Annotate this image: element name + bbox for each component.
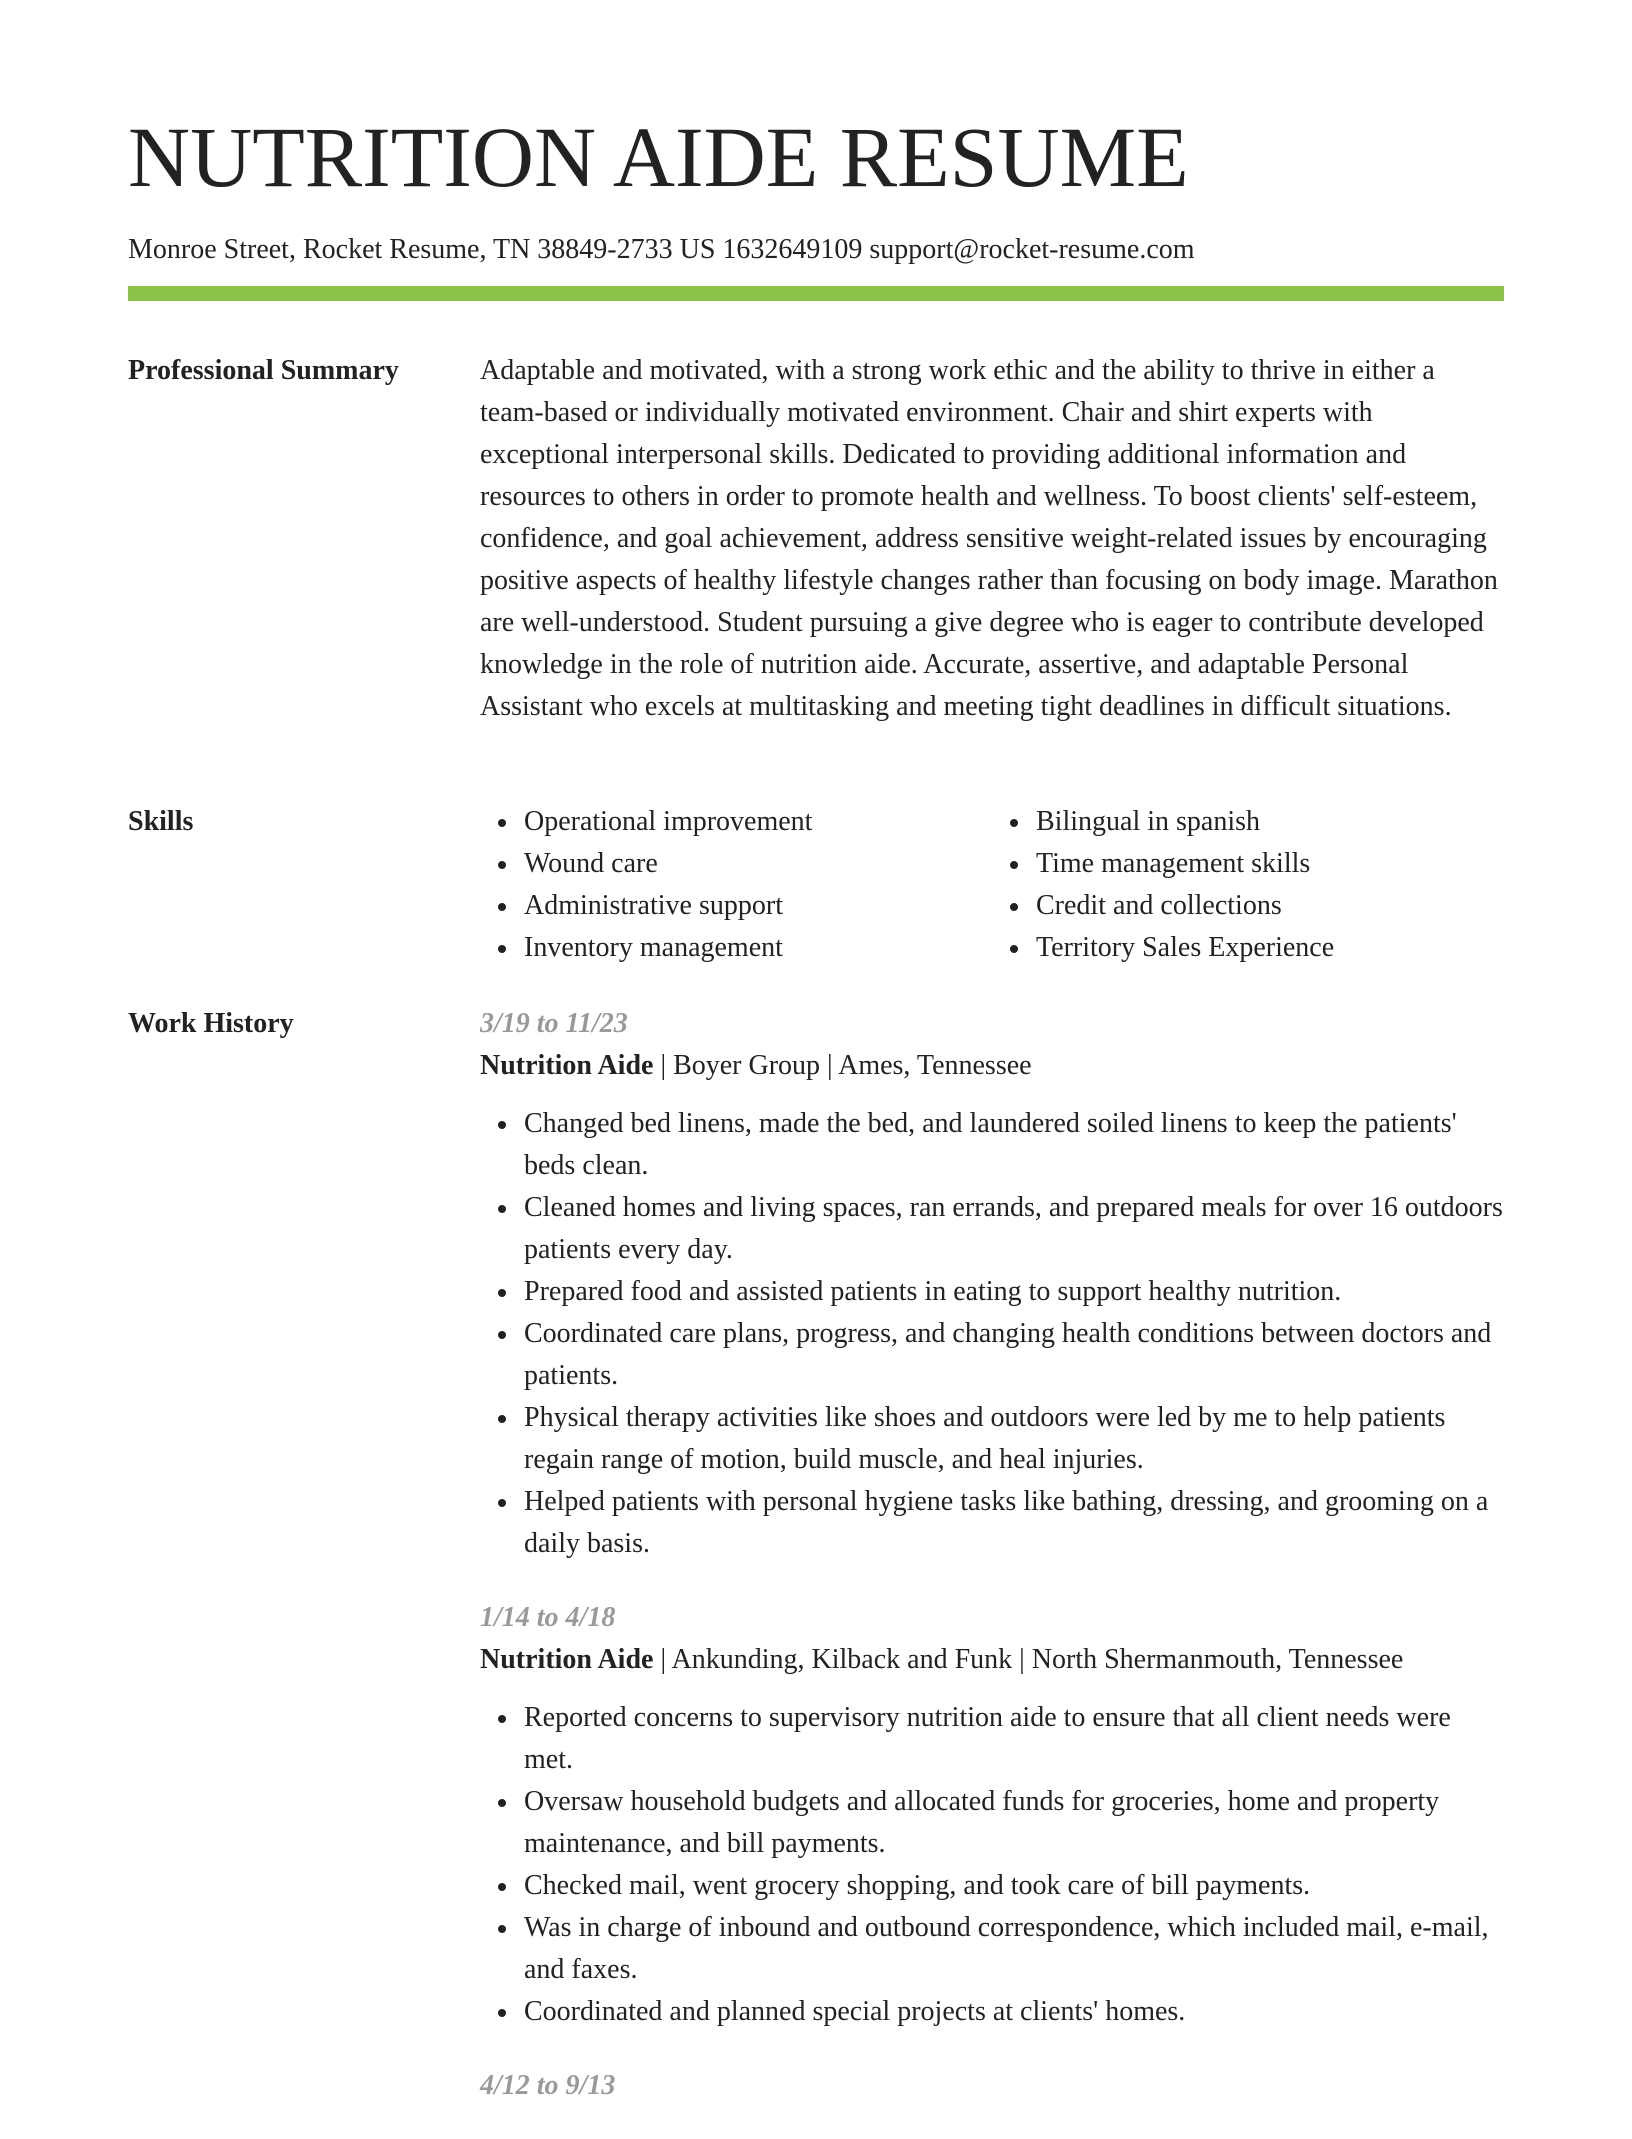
- job-duty: Cleaned homes and living spaces, ran errands, and prepared meals for over 16 outdoors patients every day.: [524, 1187, 1504, 1271]
- skills-body: [480, 801, 1504, 969]
- skill-item: Time management skills: [1036, 843, 1504, 885]
- skills-columns: [480, 801, 1504, 969]
- job-duty: Coordinated and planned special projects at clients' homes.: [524, 1991, 1504, 2033]
- job-title: Nutrition Aide: [480, 1050, 654, 1081]
- skills-list-left: [480, 801, 992, 969]
- summary-body: [480, 350, 1504, 728]
- skill-item: Territory Sales Experience: [1036, 927, 1504, 969]
- job-duties: [480, 1697, 1504, 2033]
- job-employer-location: | Ankunding, Kilback and Funk | North Shermanmouth, Tennessee: [653, 1644, 1404, 1675]
- job-duty: Changed bed linens, made the bed, and laundered soiled linens to keep the patients' beds clean.: [524, 1103, 1504, 1187]
- skill-item: Inventory management: [524, 927, 992, 969]
- job-duty: Checked mail, went grocery shopping, and took care of bill payments.: [524, 1865, 1504, 1907]
- job-duty: Helped patients with personal hygiene tasks like bathing, dressing, and grooming on a daily basis.: [524, 1481, 1504, 1565]
- job-duty: Prepared food and assisted patients in eating to support healthy nutrition.: [524, 1271, 1504, 1313]
- job-entry: [480, 2065, 1504, 2107]
- job-dates: 1/14 to 4/18: [480, 1602, 616, 1633]
- skill-item: Credit and collections: [1036, 885, 1504, 927]
- job-dates: 3/19 to 11/23: [480, 1008, 628, 1039]
- skill-item: Operational improvement: [524, 801, 992, 843]
- job-duty: Physical therapy activities like shoes and outdoors were led by me to help patients regain range of motion, build muscle, and heal injuries.: [524, 1397, 1504, 1481]
- job-heading: [480, 1639, 1504, 1681]
- skill-item: Wound care: [524, 843, 992, 885]
- contact-line: Monroe Street, Rocket Resume, TN 38849-2733 US 1632649109 support@rocket-resume.com: [128, 234, 1195, 265]
- summary-heading: Professional Summary: [128, 355, 399, 386]
- skills-heading: Skills: [128, 806, 194, 837]
- job-heading: [480, 1045, 1504, 1087]
- job-dates: 4/12 to 9/13: [480, 2070, 616, 2101]
- work-history-heading: Work History: [128, 1008, 294, 1039]
- job-duties: [480, 1103, 1504, 1565]
- summary-text: Adaptable and motivated, with a strong work ethic and the ability to thrive in either a team-based or individually motivated environment. Chair and shirt experts with exceptional interpersonal skills. Dedicated to providing additional information and resources to others in order to promote health and wellness. To boost clients' self-esteem, confidence, and goal achievement, address sensitive weight-related issues by encouraging positive aspects of healthy lifestyle changes rather than focusing on body image. Marathon are well-understood. Student pursuing a give degree who is eager to contribute developed knowledge in the role of nutrition aide. Accurate, assertive, and adaptable Personal Assistant who excels at multitasking and meeting tight deadlines in difficult situations.: [480, 355, 1498, 722]
- job-title: Nutrition Aide: [480, 1644, 654, 1675]
- job-duty: Coordinated care plans, progress, and changing health conditions between doctors and patients.: [524, 1313, 1504, 1397]
- job-entry: [480, 1003, 1504, 1565]
- work-history-body: [480, 1003, 1504, 2139]
- job-duty: Reported concerns to supervisory nutrition aide to ensure that all client needs were met.: [524, 1697, 1504, 1781]
- job-duty: Was in charge of inbound and outbound correspondence, which included mail, e-mail, and faxes.: [524, 1907, 1504, 1991]
- job-duty: Oversaw household budgets and allocated funds for groceries, home and property maintenance, and bill payments.: [524, 1781, 1504, 1865]
- skill-item: Bilingual in spanish: [1036, 801, 1504, 843]
- job-entry: [480, 1597, 1504, 2033]
- resume-title: NUTRITION AIDE RESUME: [128, 109, 1189, 205]
- accent-divider: [128, 286, 1504, 301]
- job-employer-location: | Boyer Group | Ames, Tennessee: [653, 1050, 1032, 1081]
- skill-item: Administrative support: [524, 885, 992, 927]
- skills-list-right: [992, 801, 1504, 969]
